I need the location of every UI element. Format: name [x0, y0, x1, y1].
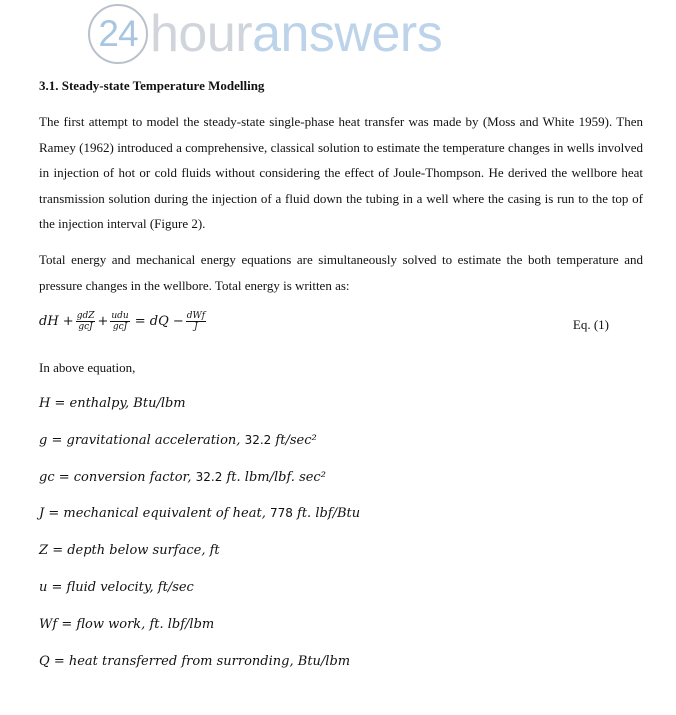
equation-1	[39, 311, 643, 341]
def-unit: ft	[209, 543, 220, 558]
eq-plus: +	[97, 314, 109, 329]
def-description: = fluid velocity,	[51, 580, 154, 595]
def-description: = flow work,	[61, 617, 146, 632]
definition-u	[39, 580, 194, 595]
def-unit: ft. lbf/lbm	[149, 617, 215, 632]
definition-Z	[39, 543, 220, 558]
eq-f1-numerator: gdZ	[76, 311, 95, 321]
def-symbol: Wf	[39, 617, 58, 632]
logo-word-hour: hour	[150, 5, 253, 63]
def-unit: ft/sec²	[275, 433, 317, 448]
def-symbol: u	[39, 580, 48, 595]
def-unit: ft. lbm/lbf. sec²	[226, 470, 326, 485]
def-symbol: gc	[39, 470, 55, 485]
def-description: = gravitational acceleration,	[51, 433, 241, 448]
def-description: = conversion factor,	[58, 470, 192, 485]
def-symbol: J	[39, 506, 45, 521]
def-symbol: Q	[39, 654, 50, 669]
definition-gc	[39, 470, 326, 485]
def-unit: ft/sec	[157, 580, 194, 595]
eq-fraction-3	[186, 311, 206, 332]
def-description: = enthalpy,	[54, 396, 130, 411]
def-symbol: g	[39, 433, 48, 448]
paragraph-1: The first attempt to model the steady-state single-phase heat transfer was made by (Moss and White 1959). Then Ramey (1962) introduced a comprehensive, classical solution to estimate the temperature changes in wells involved in injection of hot or cold fluids without considering the effect of Joule-Thompson. He derived the wellbore heat transmission solution during the injection of a fluid down the tubing in a well where the casing is run to the top of the injection interval (Figure 2).	[39, 114, 643, 231]
definition-Wf	[39, 617, 214, 632]
eq-equals: = dQ −	[134, 314, 184, 329]
def-value: 32.2	[244, 433, 272, 447]
equation-expression	[39, 311, 208, 332]
definition-g	[39, 433, 317, 448]
eq-lhs-start: dH +	[39, 314, 74, 329]
def-symbol: Z	[39, 543, 49, 558]
in-above-text: In above equation,	[39, 360, 136, 375]
eq-f2-denominator: gcJ	[112, 322, 128, 332]
site-logo	[88, 2, 442, 66]
paragraph-2: Total energy and mechanical energy equations are simultaneously solved to estimate the both temperature and pressure changes in the wellbore. Total energy is written as:	[39, 252, 643, 293]
eq-f3-numerator: dWf	[186, 311, 206, 321]
def-description: = depth below surface,	[52, 543, 206, 558]
logo-word-answers: answers	[252, 5, 443, 63]
def-symbol: H	[39, 396, 51, 411]
def-description: = mechanical equivalent of heat,	[48, 506, 266, 521]
def-unit: ft. lbf/Btu	[297, 506, 361, 521]
equation-label: Eq. (1)	[572, 317, 609, 332]
section-heading: 3.1. Steady-state Temperature Modelling	[39, 78, 265, 93]
definition-H	[39, 396, 186, 411]
eq-f2-numerator: udu	[111, 311, 129, 321]
eq-f1-denominator: gcJ	[78, 322, 93, 332]
eq-f3-denominator: J	[194, 322, 198, 332]
def-value: 778	[269, 506, 293, 520]
def-value: 32.2	[195, 470, 223, 484]
def-description: = heat transferred from surronding,	[53, 654, 294, 669]
definition-Q	[39, 654, 350, 669]
def-unit: Btu/lbm	[133, 396, 186, 411]
definition-J	[39, 506, 360, 521]
def-unit: Btu/lbm	[297, 654, 351, 669]
eq-fraction-2	[110, 311, 129, 332]
eq-fraction-1	[76, 311, 96, 332]
logo-circle: 24	[88, 4, 148, 64]
